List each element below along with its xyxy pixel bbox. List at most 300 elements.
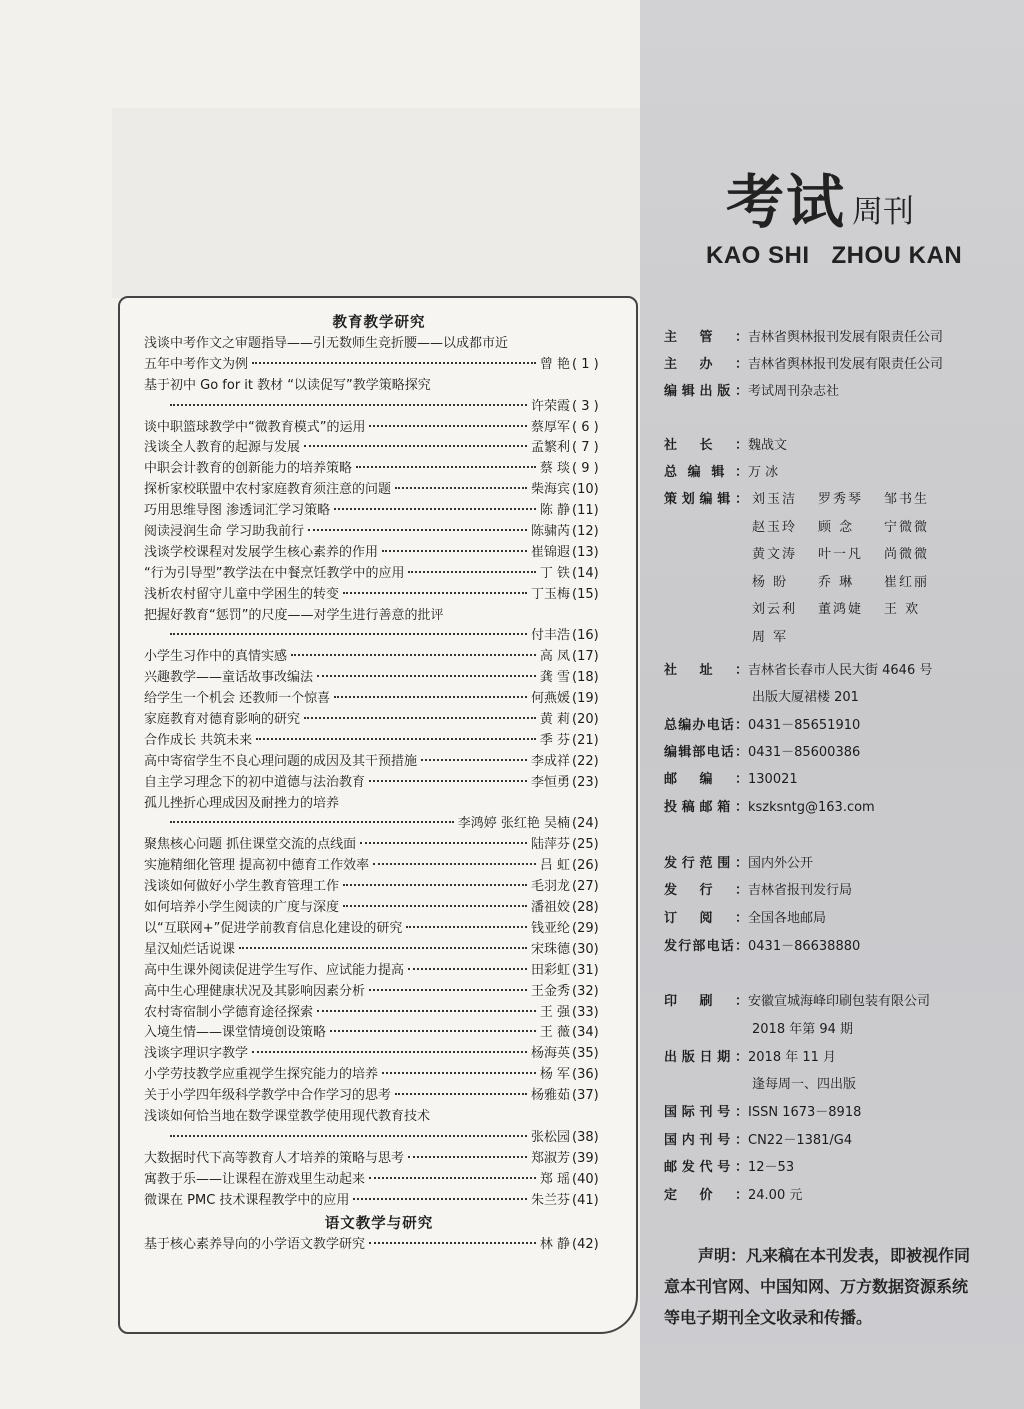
- info-label: 国内刊号 ：: [664, 1129, 748, 1148]
- section-title: 语文教学与研究: [324, 1216, 434, 1233]
- info-label: 定价 ：: [664, 1184, 748, 1203]
- notice-line: [664, 1240, 1004, 1271]
- dot-leader: [343, 905, 527, 907]
- dot-leader: [252, 362, 536, 364]
- info-value: 吉林省舆林报刊发展有限责任公司: [748, 357, 944, 372]
- info-label: 国际刊号 ：: [664, 1101, 748, 1120]
- info-row: [664, 935, 860, 954]
- page-number: (42): [572, 1237, 599, 1253]
- dot-leader: [395, 487, 527, 489]
- info-value: 2018 年 11 月: [748, 1050, 837, 1065]
- toc-row: [144, 856, 614, 877]
- toc-list: [144, 334, 614, 1211]
- info-label: 出版日期 ：: [664, 1046, 748, 1065]
- article-author: 李鸿婷 张红艳 吴楠: [457, 816, 570, 832]
- toc-row: [144, 898, 614, 919]
- copyright-notice: [664, 1240, 1004, 1333]
- editor-name: 宁微微: [884, 519, 930, 535]
- article-author: 宋珠德: [530, 941, 570, 957]
- info-value: 0431－85600386: [748, 745, 861, 760]
- article-title: 五年中考作文为例: [144, 356, 249, 372]
- article-author: 柴海宾: [530, 482, 570, 498]
- notice-line: 等电子期刊全文收录和传播。: [664, 1308, 873, 1327]
- page-number: (32): [572, 983, 599, 999]
- toc-row: [144, 626, 614, 647]
- editor-name: 乔 琳: [818, 574, 855, 590]
- toc-row: [144, 919, 614, 940]
- article-author: 朱兰芬: [530, 1192, 570, 1208]
- article-title: 高中生课外阅读促进学生写作、应试能力提高: [144, 962, 405, 978]
- dot-leader: [395, 1093, 527, 1095]
- page-number: (22): [572, 753, 599, 769]
- article-title: 浅析农村留守儿童中学困生的转变: [144, 586, 340, 602]
- info-row: [664, 1184, 802, 1203]
- toc-row: [144, 480, 614, 501]
- info-value: 2018 年第 94 期: [752, 1022, 854, 1037]
- dot-leader: [317, 1010, 536, 1012]
- dot-leader: [170, 404, 527, 406]
- article-title: 如何培养小学生阅读的广度与深度: [144, 900, 340, 916]
- article-author: 郑淑芳: [530, 1150, 570, 1166]
- editor-name: 刘玉洁: [752, 492, 798, 507]
- article-author: 田彩虹: [530, 962, 570, 978]
- article-author: 龚 雪: [539, 670, 570, 686]
- title-sub: 周刊: [852, 194, 915, 230]
- dot-leader: [408, 968, 527, 970]
- article-title: 小学劳技教学应重视学生探究能力的培养: [144, 1067, 379, 1083]
- dot-leader: [421, 759, 527, 761]
- editor-name: 罗秀琴: [818, 492, 864, 507]
- article-title: 合作成长 共筑未来: [144, 732, 253, 748]
- article-title: 浅谈如何做好小学生教育管理工作: [144, 879, 340, 895]
- article-author: 陆萍芬: [530, 837, 570, 853]
- toc-row: [144, 814, 614, 835]
- info-label: 发行范围 ：: [664, 852, 748, 871]
- article-author: 杨海英: [530, 1046, 570, 1062]
- info-row: [664, 990, 930, 1009]
- info-value: 万 冰: [748, 465, 779, 480]
- article-title: 大数据时代下高等教育人才培养的策略与思考: [144, 1150, 405, 1166]
- info-row: [664, 741, 860, 760]
- dot-leader: [382, 550, 527, 552]
- bleed-through-area: [112, 108, 640, 298]
- editor-name: 董鸿婕: [818, 602, 864, 617]
- info-value: ISSN 1673－8918: [748, 1105, 862, 1120]
- toc-row: [144, 668, 614, 689]
- toc-row: [144, 689, 614, 710]
- pinyin-part: KAO SHI: [706, 242, 810, 269]
- dot-leader: [170, 633, 527, 635]
- page-number: (20): [572, 712, 599, 728]
- article-author: 郑 瑶: [539, 1171, 570, 1187]
- toc-row: [144, 1149, 614, 1170]
- article-title: 自主学习理念下的初中道德与法治教育: [144, 774, 366, 790]
- info-label: 主管 ：: [664, 326, 748, 345]
- toc-row: [144, 1107, 614, 1128]
- page-number: ( 9 ): [572, 461, 599, 477]
- info-label: 编辑出版 ：: [664, 380, 748, 399]
- page-number: (41): [572, 1192, 599, 1208]
- page-number: (30): [572, 941, 599, 957]
- info-row: [664, 461, 778, 480]
- article-title: “行为引导型”教学法在中餐烹饪教学中的应用: [144, 565, 405, 581]
- page-number: (35): [572, 1046, 599, 1062]
- toc-row: [144, 334, 614, 355]
- article-author: 丁 铁: [539, 565, 570, 581]
- dot-leader: [252, 1051, 527, 1053]
- info-label: 邮发代号 ：: [664, 1156, 748, 1175]
- article-title: 实施精细化管理 提高初中德育工作效率: [144, 858, 370, 874]
- article-author: 王金秀: [530, 983, 570, 999]
- article-author: 高 凤: [539, 649, 570, 665]
- info-label: 社长 ：: [664, 434, 748, 453]
- article-title: 高中生心理健康状况及其影响因素分析: [144, 983, 366, 999]
- page-number: (12): [572, 524, 599, 540]
- toc-row: [144, 1191, 614, 1212]
- toc-row: [144, 710, 614, 731]
- toc-row: [144, 438, 614, 459]
- toc-row: [144, 1235, 614, 1256]
- dot-leader: [360, 842, 527, 844]
- info-label: 发行部电话 ：: [664, 935, 748, 954]
- page-number: (37): [572, 1088, 599, 1104]
- editor-row: [752, 543, 950, 562]
- info-value: 吉林省长春市人民大街 4646 号: [748, 663, 933, 678]
- dot-leader: [330, 1030, 536, 1032]
- page-number: (36): [572, 1067, 599, 1083]
- info-row: [664, 1046, 836, 1065]
- article-title: 兴趣教学——童话故事改编法: [144, 670, 314, 686]
- toc-list: [144, 1235, 614, 1256]
- journal-title: [726, 155, 914, 239]
- article-author: 丁玉梅: [530, 586, 570, 602]
- editor-row: [752, 626, 950, 645]
- editor-name: 王 欢: [884, 602, 921, 617]
- editor-name: 顾 念: [818, 519, 855, 535]
- toc-row: [144, 940, 614, 961]
- page-number: (34): [572, 1025, 599, 1041]
- toc-row: [144, 1128, 614, 1149]
- dot-leader: [408, 1156, 527, 1158]
- info-value: 考试周刊杂志社: [748, 384, 840, 399]
- dot-leader: [369, 780, 527, 782]
- page-number: (19): [572, 691, 599, 707]
- page-number: (25): [572, 837, 599, 853]
- article-author: 吕 虹: [539, 858, 570, 874]
- info-row: [664, 796, 875, 815]
- article-title: 农村寄宿制小学德育途径探索: [144, 1004, 314, 1020]
- toc-row: [144, 835, 614, 856]
- article-title: 探析家校联盟中农村家庭教育须注意的问题: [144, 482, 392, 498]
- dot-leader: [382, 1072, 536, 1074]
- info-row: [664, 852, 813, 871]
- article-author: 蔡厚军: [530, 419, 570, 435]
- info-row: [664, 488, 748, 507]
- toc-row: [144, 1044, 614, 1065]
- dot-leader: [239, 947, 527, 949]
- dot-leader: [334, 508, 536, 510]
- editor-name: 杨 盼: [752, 574, 789, 590]
- dot-leader: [170, 1135, 527, 1137]
- info-row: [664, 326, 943, 345]
- dot-leader: [308, 529, 527, 531]
- article-title: 孤儿挫折心理成因及耐挫力的培养: [144, 795, 340, 811]
- notice-line: 意本刊官网、中国知网、万方数据资源系统: [664, 1277, 969, 1296]
- page-number: (21): [572, 732, 599, 748]
- article-title: 巧用思维导图 渗透词汇学习策略: [144, 503, 331, 519]
- toc-row: [144, 647, 614, 668]
- info-label: 订阅 ：: [664, 907, 748, 926]
- toc-row: [144, 1170, 614, 1191]
- page-number: (24): [572, 816, 599, 832]
- pinyin-part: ZHOU KAN: [831, 242, 963, 269]
- article-author: 曾 艳: [539, 356, 570, 372]
- info-label: 社址 ：: [664, 659, 748, 678]
- toc-row: [144, 397, 614, 418]
- dot-leader: [369, 989, 527, 991]
- dot-leader: [369, 1242, 536, 1244]
- toc-row: [144, 459, 614, 480]
- page-number: (23): [572, 774, 599, 790]
- dot-leader: [406, 926, 527, 928]
- toc-row: [144, 773, 614, 794]
- toc-row: [144, 564, 614, 585]
- editor-row: [752, 488, 950, 507]
- info-value: 12－53: [748, 1160, 795, 1175]
- info-value: 0431－85651910: [748, 718, 861, 733]
- article-author: 王 强: [539, 1004, 570, 1020]
- article-title: 星汉灿烂话说课: [144, 941, 236, 957]
- article-author: 李成祥: [530, 753, 570, 769]
- toc-row: [144, 794, 614, 815]
- editor-name: 叶一凡: [818, 547, 864, 562]
- article-author: 陈骕芮: [530, 524, 570, 540]
- info-label: 投稿邮箱 ：: [664, 796, 748, 815]
- toc-row: [144, 731, 614, 752]
- article-author: 蔡 琰: [539, 461, 570, 477]
- title-main: 考试: [726, 168, 847, 236]
- dot-leader: [373, 863, 536, 865]
- section-title: 教育教学研究: [332, 315, 426, 331]
- info-row: [664, 714, 860, 733]
- article-title: 基于初中 Go for it 教材 “以读促写”教学策略探究: [144, 377, 431, 393]
- notice-text: 声明：凡来稿在本刊发表，即被视作同: [698, 1246, 971, 1265]
- editor-name: 邹书生: [884, 492, 930, 507]
- page-number: (39): [572, 1150, 599, 1166]
- article-title: 把握好教育“惩罚”的尺度——对学生进行善意的批评: [144, 607, 444, 623]
- info-value: 逢每周一、四出版: [752, 1077, 857, 1092]
- info-row: [664, 434, 787, 453]
- page-number: (11): [572, 503, 599, 519]
- article-author: 杨雅茹: [530, 1088, 570, 1104]
- info-value: 130021: [748, 772, 798, 787]
- page-number: ( 1 ): [572, 356, 599, 372]
- article-title: 浅谈全人教育的起源与发展: [144, 440, 301, 456]
- info-value: 0431－86638880: [748, 939, 861, 954]
- info-value: 24.00 元: [748, 1188, 803, 1203]
- dot-leader: [356, 466, 536, 468]
- toc-row: [144, 877, 614, 898]
- dot-leader: [170, 821, 454, 823]
- toc-row: [144, 1003, 614, 1024]
- article-author: 季 芬: [539, 732, 570, 748]
- editor-row: [752, 516, 950, 535]
- journal-pinyin: [706, 242, 984, 270]
- page-number: (27): [572, 879, 599, 895]
- page-number: (33): [572, 1004, 599, 1020]
- info-value: kszksntg@163.com: [748, 800, 875, 815]
- article-title: 聚焦核心问题 抓住课堂交流的点线面: [144, 837, 357, 853]
- article-title: 家庭教育对德育影响的研究: [144, 712, 301, 728]
- article-author: 王 薇: [539, 1025, 570, 1041]
- article-title: 寓教于乐——让课程在游戏里生动起来: [144, 1171, 366, 1187]
- info-row: [664, 353, 943, 372]
- article-title: 阅读浸润生命 学习助我前行: [144, 524, 305, 540]
- info-value: 出版大厦裙楼 201: [752, 690, 859, 705]
- toc-row: [144, 961, 614, 982]
- dot-leader: [304, 445, 527, 447]
- page-number: (17): [572, 649, 599, 665]
- page-number: (40): [572, 1171, 599, 1187]
- article-title: 关于小学四年级科学教学中合作学习的思考: [144, 1088, 392, 1104]
- toc-row: [144, 355, 614, 376]
- dot-leader: [304, 717, 536, 719]
- editor-name: 黄文涛: [752, 547, 798, 562]
- editor-name: 赵玉玲: [752, 519, 798, 535]
- info-label: 邮编 ：: [664, 768, 748, 787]
- toc-row: [144, 1023, 614, 1044]
- dot-leader: [256, 738, 536, 740]
- info-row: [664, 768, 798, 787]
- page-number: ( 3 ): [572, 398, 599, 414]
- article-title: 高中寄宿学生不良心理问题的成因及其干预措施: [144, 753, 418, 769]
- editor-name: 刘云利: [752, 602, 798, 617]
- toc-row: [144, 543, 614, 564]
- page-number: (10): [572, 482, 599, 498]
- article-author: 陈 静: [539, 503, 570, 519]
- dot-leader: [369, 1177, 536, 1179]
- dot-leader: [343, 592, 527, 594]
- article-author: 李恒勇: [530, 774, 570, 790]
- page-number: (38): [572, 1129, 599, 1145]
- toc-row: [144, 501, 614, 522]
- article-title: 中职会计教育的创新能力的培养策略: [144, 461, 353, 477]
- info-label: 主办 ：: [664, 353, 748, 372]
- dot-leader: [408, 571, 535, 573]
- article-title: 浅谈中考作文之审题指导——引无数师生竞折腰——以成都市近: [144, 336, 509, 351]
- toc-row: [144, 522, 614, 543]
- info-row: [664, 907, 826, 926]
- info-row: [664, 1129, 852, 1148]
- article-title: 浅谈字理识字教学: [144, 1046, 249, 1062]
- table-of-contents: [118, 296, 638, 1334]
- info-row: [752, 1073, 856, 1092]
- info-row: [664, 1156, 794, 1175]
- article-title: 入境生情——课堂情境创设策略: [144, 1025, 327, 1041]
- article-title: 浅谈如何恰当地在数学课堂教学使用现代教育技术: [144, 1108, 431, 1124]
- toc-row: [144, 982, 614, 1003]
- dot-leader: [369, 425, 527, 427]
- toc-row: [144, 376, 614, 397]
- info-value: 魏战文: [748, 438, 788, 453]
- article-title: 谈中职篮球教学中“微教育模式”的运用: [144, 419, 366, 435]
- article-title: 小学生习作中的真情实感: [144, 649, 288, 665]
- dot-leader: [291, 654, 536, 656]
- toc-row: [144, 606, 614, 627]
- article-author: 黄 莉: [539, 712, 570, 728]
- article-author: 何燕媛: [530, 691, 570, 707]
- dot-leader: [343, 884, 527, 886]
- info-label: 总编辑 ：: [664, 461, 748, 480]
- info-row: [664, 879, 852, 898]
- dot-leader: [334, 696, 527, 698]
- article-author: 杨 军: [539, 1067, 570, 1083]
- editor-name: 尚微微: [884, 547, 930, 562]
- page-number: (14): [572, 565, 599, 581]
- info-row: [752, 1018, 853, 1037]
- page-number: (16): [572, 628, 599, 644]
- page-number: (31): [572, 962, 599, 978]
- info-label: 印刷 ：: [664, 990, 748, 1009]
- article-author: 林 静: [539, 1237, 570, 1253]
- article-author: 钱亚纶: [530, 920, 570, 936]
- article-title: 给学生一个机会 还教师一个惊喜: [144, 691, 331, 707]
- info-value: 全国各地邮局: [748, 911, 827, 926]
- editor-row: [752, 571, 950, 590]
- page-number: (29): [572, 920, 599, 936]
- toc-row: [144, 418, 614, 439]
- info-row: [752, 686, 859, 705]
- info-value: 国内外公开: [748, 856, 814, 871]
- toc-row: [144, 752, 614, 773]
- info-label: 策划编辑 ：: [664, 488, 748, 507]
- dot-leader: [353, 1198, 527, 1200]
- page-number: ( 7 ): [572, 440, 599, 456]
- article-author: 付丰浩: [530, 628, 570, 644]
- dot-leader: [317, 675, 536, 677]
- info-label: 编辑部电话 ：: [664, 741, 748, 760]
- info-row: [664, 1101, 861, 1120]
- page-number: (18): [572, 670, 599, 686]
- editor-row: [752, 598, 950, 617]
- info-row: [664, 380, 839, 399]
- info-label: 发行 ：: [664, 879, 748, 898]
- info-value: 吉林省报刊发行局: [748, 883, 853, 898]
- page-number: (15): [572, 586, 599, 602]
- page-number: (28): [572, 900, 599, 916]
- info-row: [664, 659, 932, 678]
- toc-row: [144, 585, 614, 606]
- editor-name: 崔红丽: [884, 574, 930, 590]
- article-title: 基于核心素养导向的小学语文教学研究: [144, 1237, 366, 1253]
- article-author: 毛羽龙: [530, 879, 570, 895]
- toc-row: [144, 1086, 614, 1107]
- article-author: 许荣霞: [530, 398, 570, 414]
- article-author: 张松园: [530, 1129, 570, 1145]
- info-value: 安徽宣城海峰印刷包装有限公司: [748, 994, 931, 1009]
- article-title: 微课在 PMC 技术课程教学中的应用: [144, 1192, 350, 1208]
- page-number: ( 6 ): [572, 419, 599, 435]
- editor-name: 周 军: [752, 629, 789, 645]
- article-author: 潘祖姣: [530, 900, 570, 916]
- page-number: (26): [572, 858, 599, 874]
- info-value: CN22－1381/G4: [748, 1133, 853, 1148]
- article-author: 崔锦遐: [530, 544, 570, 560]
- article-title: 浅谈学校课程对发展学生核心素养的作用: [144, 544, 379, 560]
- info-value: 吉林省舆林报刊发展有限责任公司: [748, 330, 944, 345]
- article-author: 孟繁利: [530, 440, 570, 456]
- info-label: 总编办电话 ：: [664, 714, 748, 733]
